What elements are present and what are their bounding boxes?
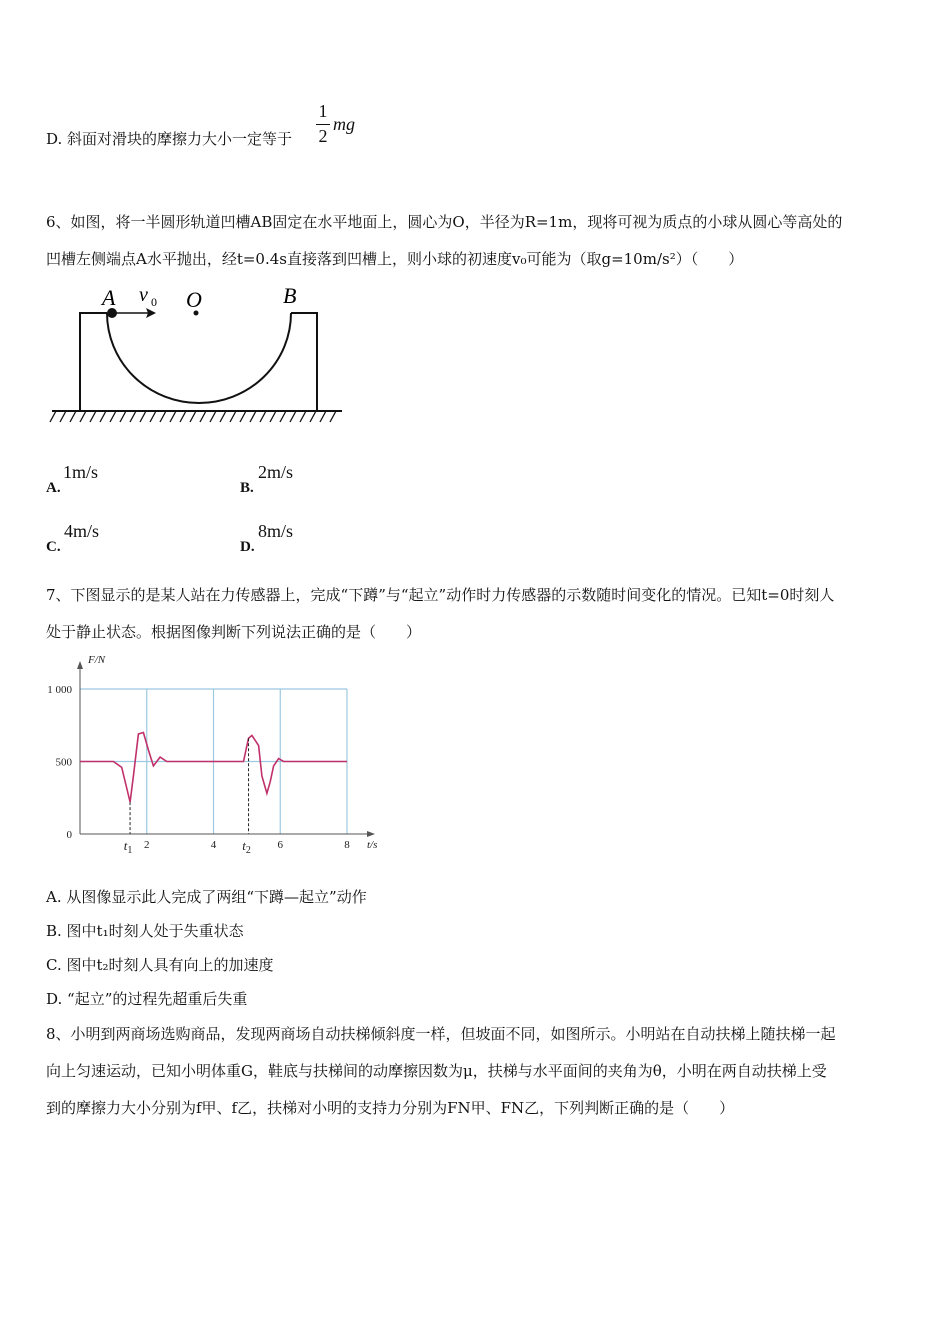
- y-tick-label: 1 000: [47, 684, 72, 696]
- q7-line1: 7、下图显示的是某人站在力传感器上，完成“下蹲”与“起立”动作时力传感器的示数随时间变化的情况。已知t=0时刻人: [46, 586, 835, 604]
- option-value: 2m/s: [258, 462, 294, 482]
- option-letter: A.: [46, 480, 61, 496]
- q6-figure: [46, 280, 356, 430]
- label-v0: v: [139, 284, 148, 306]
- q7-force-chart: [40, 648, 390, 853]
- fraction-tail: mg: [333, 114, 355, 134]
- option-value: 4m/s: [64, 521, 100, 541]
- x-marker-label: $t_1$: [123, 838, 133, 853]
- q6-line2: 凹槽左侧端点A水平抛出，经t=0.4s直接落到凹槽上，则小球的初速度v₀可能为（取g=10m/s²）（ ）: [46, 250, 744, 268]
- y-tick-label: 0: [66, 829, 72, 841]
- x-tick-label: 2: [144, 839, 150, 851]
- label-a: A: [102, 285, 116, 310]
- option-value: 1m/s: [63, 462, 99, 482]
- q7-line2: 处于静止状态。根据图像判断下列说法正确的是（ ）: [46, 623, 422, 641]
- x-marker-label: $t_2$: [242, 838, 251, 853]
- x-axis-label: t/s: [367, 839, 378, 851]
- label-v0-sub: 0: [151, 295, 157, 309]
- label-o: O: [186, 287, 202, 312]
- option-letter: B.: [240, 480, 254, 496]
- q7-option-c: C. 图中t₂时刻人具有向上的加速度: [46, 956, 274, 974]
- q5-option-d-text: D. 斜面对滑块的摩擦力大小一定等于: [46, 130, 293, 148]
- x-tick-label: 6: [277, 839, 283, 851]
- x-axis-arrow: [367, 831, 375, 837]
- q7-option-b: B. 图中t₁时刻人处于失重状态: [46, 922, 244, 940]
- y-tick-label: 500: [55, 756, 72, 769]
- y-axis-arrow: [77, 661, 83, 669]
- label-b: B: [283, 283, 297, 308]
- x-tick-label: 8: [344, 839, 350, 851]
- q8-line2: 向上匀速运动，已知小明体重G，鞋底与扶梯间的动摩擦因数为μ，扶梯与水平面间的夹角为θ，小明在两自动扶梯上受: [46, 1062, 827, 1080]
- q7-option-a: A. 从图像显示此人完成了两组“下蹲—起立”动作: [46, 888, 367, 906]
- y-axis-label: F/N: [88, 654, 106, 666]
- q6-line1: 6、如图，将一半圆形轨道凹槽AB固定在水平地面上，圆心为O，半径为R=1m，现将可视为质点的小球从圆心等高处的: [46, 213, 843, 231]
- q8-line3: 到的摩擦力大小分别为f甲、f乙，扶梯对小明的支持力分别为FN甲、FN乙，下列判断正确的是（ ）: [46, 1099, 735, 1117]
- option-value: 8m/s: [258, 521, 294, 541]
- q7-option-d: D. “起立”的过程先超重后失重: [46, 990, 248, 1008]
- option-letter: C.: [46, 539, 61, 555]
- option-letter: D.: [240, 539, 255, 555]
- q5-option-d: [46, 128, 292, 149]
- x-tick-label: 4: [210, 839, 217, 851]
- q8-line1: 8、小明到两商场选购商品，发现两商场自动扶梯倾斜度一样，但坡面不同，如图所示。小明站在自动扶梯上随扶梯一起: [46, 1025, 836, 1043]
- fraction-numerator: 1: [318, 101, 328, 121]
- fraction-bar: [316, 124, 330, 125]
- fraction-denominator: 2: [318, 126, 328, 146]
